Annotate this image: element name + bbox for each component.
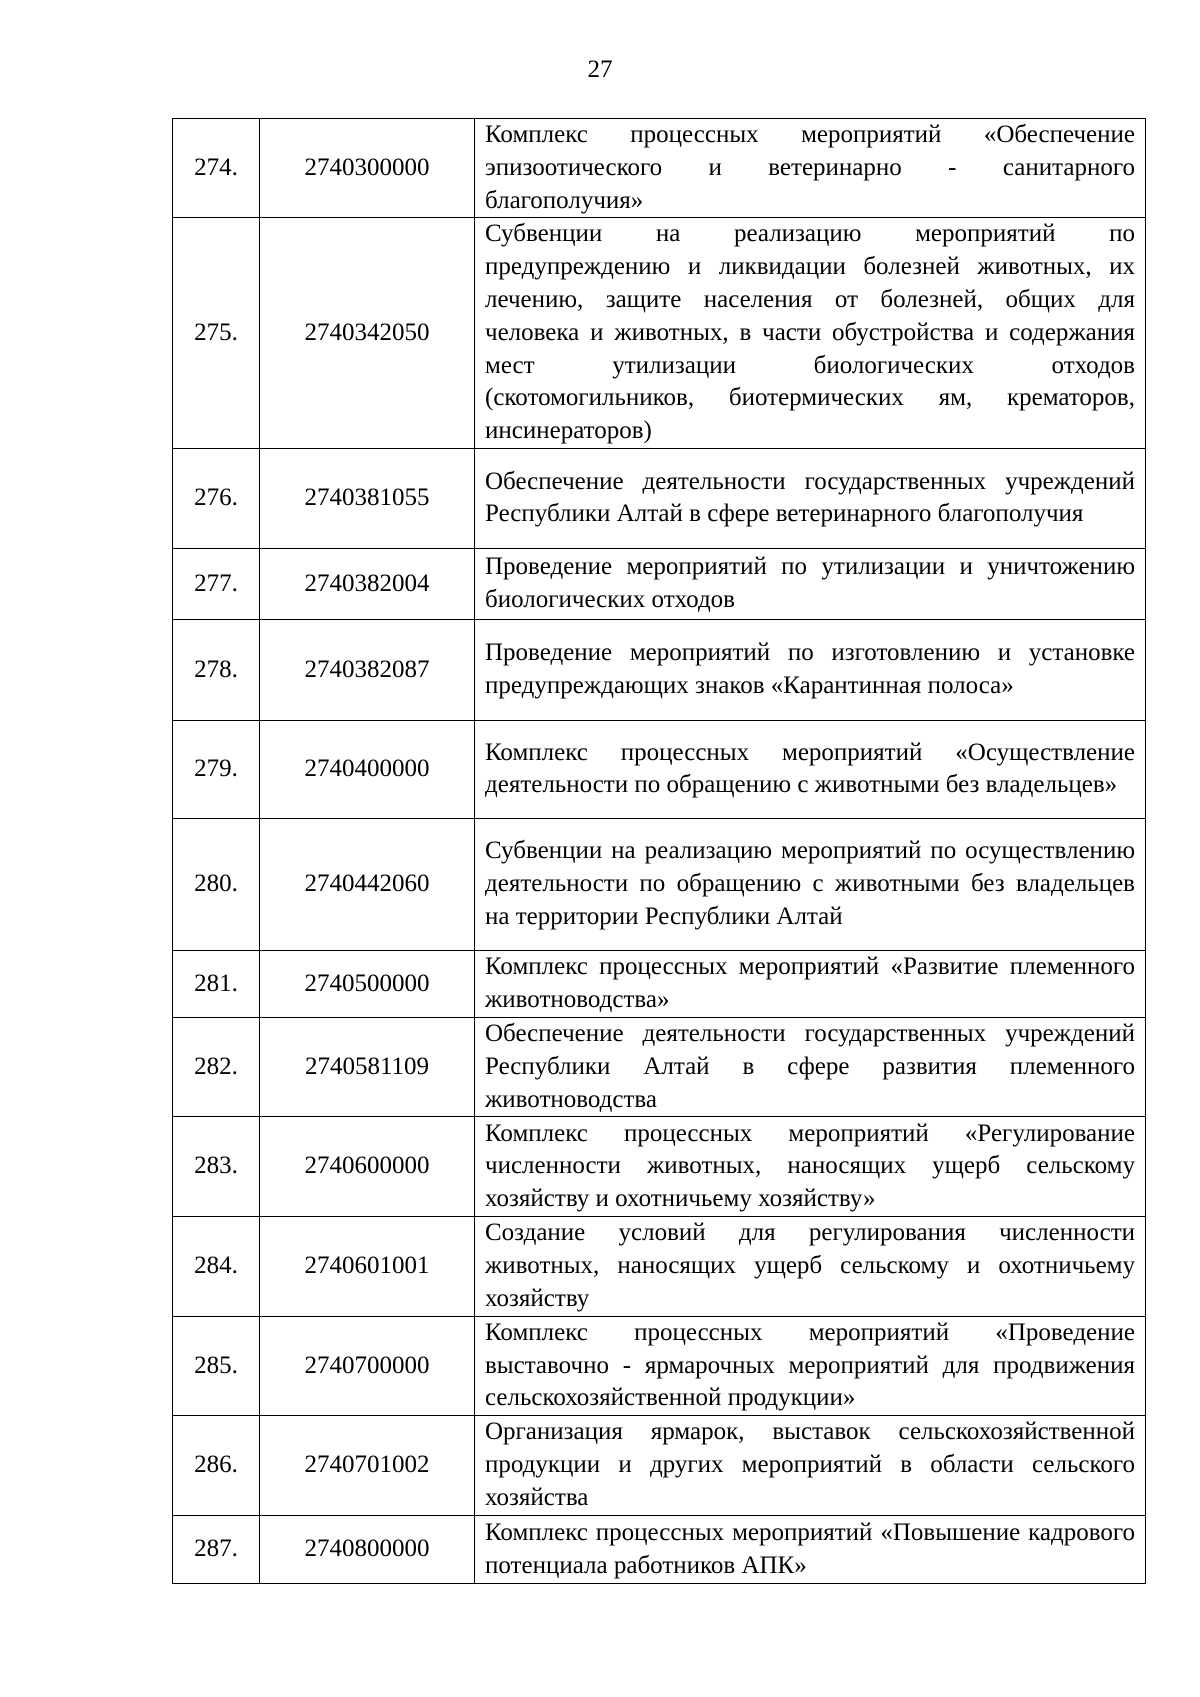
table-row xyxy=(173,1017,1146,1116)
row-number: 275. xyxy=(173,218,260,449)
row-name: Проведение мероприятий по утилизации и уничтожению биологических отходов xyxy=(475,548,1146,619)
table-row xyxy=(173,448,1146,548)
row-code: 2740800000 xyxy=(260,1516,475,1584)
row-code: 2740342050 xyxy=(260,218,475,449)
row-number: 284. xyxy=(173,1217,260,1316)
row-number: 287. xyxy=(173,1516,260,1584)
row-code: 2740601001 xyxy=(260,1217,475,1316)
table-row xyxy=(173,1516,1146,1584)
row-code: 2740400000 xyxy=(260,720,475,818)
table-row xyxy=(173,548,1146,619)
row-name: Комплекс процессных мероприятий «Регулирование численности животных, наносящих ущерб сельскому хозяйству и охотничьему хозяйству» xyxy=(475,1117,1146,1217)
row-code: 2740701002 xyxy=(260,1416,475,1516)
row-code: 2740700000 xyxy=(260,1316,475,1415)
row-number: 286. xyxy=(173,1416,260,1516)
row-name: Комплекс процессных мероприятий «Обеспечение эпизоотического и ветеринарно - санитарного благополучия» xyxy=(475,119,1146,218)
row-code: 2740300000 xyxy=(260,119,475,218)
row-number: 283. xyxy=(173,1117,260,1217)
row-name: Проведение мероприятий по изготовлению и установке предупреждающих знаков «Карантинная полоса» xyxy=(475,619,1146,720)
row-name: Обеспечение деятельности государственных учреждений Республики Алтай в сфере ветеринарного благополучия xyxy=(475,448,1146,548)
row-name: Обеспечение деятельности государственных учреждений Республики Алтай в сфере развития племенного животноводства xyxy=(475,1017,1146,1116)
table-row xyxy=(173,1316,1146,1415)
row-code: 2740382004 xyxy=(260,548,475,619)
table-row xyxy=(173,119,1146,218)
row-number: 280. xyxy=(173,818,260,950)
row-code: 2740600000 xyxy=(260,1117,475,1217)
row-code: 2740581109 xyxy=(260,1017,475,1116)
table-row xyxy=(173,818,1146,950)
row-number: 276. xyxy=(173,448,260,548)
row-name: Комплекс процессных мероприятий «Повышение кадрового потенциала работников АПК» xyxy=(475,1516,1146,1584)
row-code: 2740381055 xyxy=(260,448,475,548)
row-code: 2740382087 xyxy=(260,619,475,720)
table-row xyxy=(173,1416,1146,1516)
table-row xyxy=(173,950,1146,1017)
row-number: 274. xyxy=(173,119,260,218)
row-code: 2740500000 xyxy=(260,950,475,1017)
row-name: Субвенции на реализацию мероприятий по предупреждению и ликвидации болезней животных, их лечению, защите населения от болезней, общих для человека и животных, в части обустройства и содержания мест утилизации биологических отходов (скотомогильников, биотермических ям, крематоров, инсинераторов) xyxy=(475,218,1146,449)
row-name: Создание условий для регулирования численности животных, наносящих ущерб сельскому и охотничьему хозяйству xyxy=(475,1217,1146,1316)
row-name: Комплекс процессных мероприятий «Осуществление деятельности по обращению с животными без владельцев» xyxy=(475,720,1146,818)
table-row xyxy=(173,1217,1146,1316)
table-body xyxy=(173,119,1146,1584)
row-number: 278. xyxy=(173,619,260,720)
row-number: 282. xyxy=(173,1017,260,1116)
row-number: 277. xyxy=(173,548,260,619)
row-name: Комплекс процессных мероприятий «Проведение выставочно - ярмарочных мероприятий для продвижения сельскохозяйственной продукции» xyxy=(475,1316,1146,1415)
table-row xyxy=(173,1117,1146,1217)
table-row xyxy=(173,218,1146,449)
row-name: Субвенции на реализацию мероприятий по осуществлению деятельности по обращению с животными без владельцев на территории Республики Алтай xyxy=(475,818,1146,950)
budget-code-table xyxy=(172,118,1146,1584)
row-name: Организация ярмарок, выставок сельскохозяйственной продукции и других мероприятий в области сельского хозяйства xyxy=(475,1416,1146,1516)
table-row xyxy=(173,720,1146,818)
row-number: 281. xyxy=(173,950,260,1017)
row-number: 279. xyxy=(173,720,260,818)
table-row xyxy=(173,619,1146,720)
row-number: 285. xyxy=(173,1316,260,1415)
row-name: Комплекс процессных мероприятий «Развитие племенного животноводства» xyxy=(475,950,1146,1017)
row-code: 2740442060 xyxy=(260,818,475,950)
page-number: 27 xyxy=(587,56,613,83)
